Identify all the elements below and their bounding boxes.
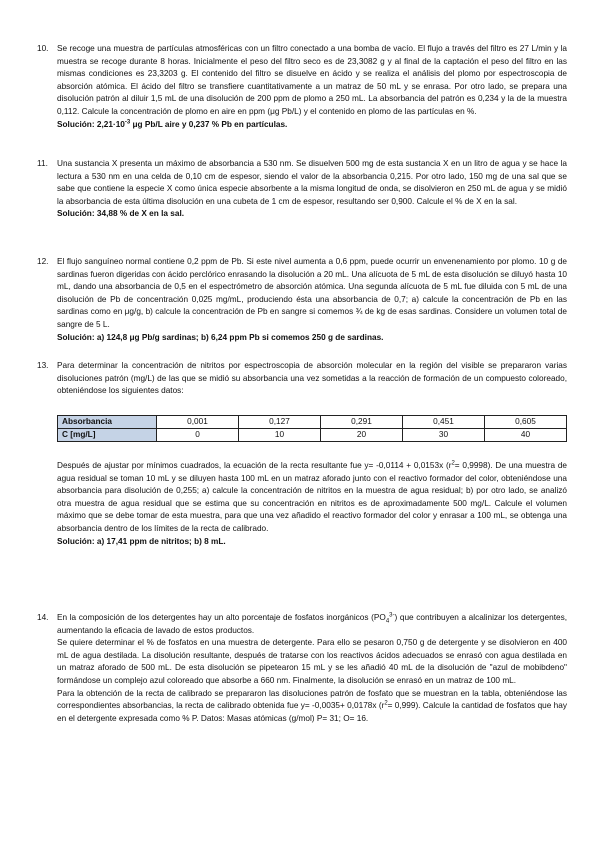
table-row [58, 429, 567, 442]
problem-number: 11. [37, 159, 48, 168]
solution-value: 2,21·10 [96, 119, 125, 129]
solution-value: 34,88 % de X en la sal. [96, 209, 185, 219]
problem-number: 12. [37, 257, 49, 266]
problem-text: Se recoge una muestra de partículas atmosféricas con un filtro conectado a una bomba de vacío. El flujo a través del filtro es 27 L/min y la muestra se recoge durante 8 horas. Inicialmente el peso del filtro seco es de 23,3082 g y al final de la captación el peso del filtro en las mismas condiciones es 23,3203 g. El contenido del filtro se disuelve en ácido y se realiza el análisis del plomo por espectroscopia de absorción atómica. El ácido del filtro se transfiere cuantitativamente a un matraz de 50 mL y se enrasa. Por otro lado, se prepara una disolución patrón al diluir 1,5 mL de una disolución de 200 ppm de plomo a 250 mL. La absorbancia del patrón es 0,234 y la de la muestra 0,112. Calcule la concentración de plomo en aire en ppm (μg Pb/L) y el contenido en plomo de las partículas en %. [57, 44, 567, 116]
problem-10 [37, 43, 567, 131]
problem-text-continued [57, 460, 567, 536]
problem-number: 10. [37, 44, 49, 53]
solution-label: Solución: [57, 332, 95, 342]
table-cell: 0,127 [239, 416, 321, 429]
problem-13 [37, 360, 567, 398]
problem-paragraph-1 [57, 612, 567, 637]
problem-text: Para determinar la concentración de nitritos por espectroscopia de absorción molecular en la región del visible se prepararon varias disoluciones patrón (mg/L) de las que se midió su absorbancia una vez sometidas a la reacción de formación de un compuesto coloreado, obteniéndose los siguientes datos: [57, 361, 567, 396]
problem-13-continued [37, 460, 567, 548]
problem-number: 13. [37, 361, 49, 370]
solution-value: a) 124,8 μg Pb/g sardinas; b) 6,24 ppm Pb si comemos 250 g de sardinas. [96, 332, 384, 342]
table-cell: 0,291 [321, 416, 403, 429]
table-cell: 0 [157, 429, 239, 442]
text-segment: Para la obtención de la recta de calibrado se prepararon las disoluciones patrón de fosfato que se muestran en la tabla, obteniéndose las correspondientes absorbancias, la recta de calibrado obtenida fue y= -0,0035+ 0,0178x (r [57, 688, 567, 711]
solution [57, 208, 567, 221]
table-cell: 40 [485, 429, 567, 442]
table-cell: 20 [321, 429, 403, 442]
solution-label: Solución: [57, 536, 95, 546]
table-cell: 30 [403, 429, 485, 442]
problem-paragraph-3 [57, 688, 567, 726]
solution-exponent: -3 [124, 118, 131, 125]
problem-12 [37, 256, 567, 344]
solution-label: Solución: [57, 119, 95, 129]
problem-14 [37, 612, 567, 725]
solution-value-rest: μg Pb/L aire y 0,237 % Pb en partículas. [130, 119, 288, 129]
phosphate-charge: 3- [389, 612, 395, 619]
problem-paragraph-2: Se quiere determinar el % de fosfatos en una muestra de detergente. Para ello se pesaron 0,750 g de detergente y se disolvieron en 400 mL de agua destilada. La disolución resultante, después de tratarse con los reactivos ácidos adecuados se enrasó con agua destilada en un matraz aforado de 500 mL. De esta disolución se pipetearon 15 mL y se les añadió 40 mL de la disolución de "azul de mobibdeno" formándose un complejo azul coloreado que absorbe a 660 nm. Finalmente, la disolución se enrasó en un matraz de 100 mL. [57, 638, 567, 685]
problem-text: Una sustancia X presenta un máximo de absorbancia a 530 nm. Se disuelven 500 mg de esta sustancia X en un litro de agua y se hace la lectura a 530 nm en una celda de 0,10 cm de espesor, siendo el valor de la absorbancia 0,215. Por otro lado, 150 mg de una sal que se sabe que contiene la especie X como única especie absorbente a la misma longitud de onda, se disolvieron en 250 mL de agua y se midió la absorbancia de esta última disolución en una cubeta de 1 cm de espesor, resultando ser 0,900. Calcule el % de X en la sal. [57, 159, 567, 206]
r-squared-exponent: 2 [451, 460, 455, 467]
table-cell: 0,605 [485, 416, 567, 429]
calibration-table [57, 415, 567, 442]
table-cell: 10 [239, 429, 321, 442]
solution-label: Solución: [57, 209, 95, 219]
text-segment: En la composición de los detergentes hay un alto porcentaje de fosfatos inorgánicos (PO [57, 613, 386, 622]
solution [57, 536, 567, 549]
problem-number: 14. [37, 613, 49, 622]
problem-11 [37, 158, 567, 221]
phosphate-subscript: 4 [385, 618, 390, 625]
table-cell: 0,001 [157, 416, 239, 429]
text-segment: Después de ajustar por mínimos cuadrados, la ecuación de la recta resultante fue y= -0,0114 + 0,0153x (r [57, 461, 452, 470]
solution [57, 332, 567, 345]
text-segment: = 0,999). Calcule la cantidad de fosfatos que hay en el detergente expresada como % P. Datos: Masas atómicas (g/mol) P= 31; O= 16. [57, 701, 567, 723]
text-segment: = 0,9998). De una muestra de agua residual se toman 10 mL y se diluyen hasta 100 mL en un matraz aforado junto con el reactivo formador del color, obteniéndose una absorbancia para disolución de 0,255; a) calcule la concentración de nitritos en la muestra de agua residual; b) por otro lado, se analizó otra muestra de agua residual que se estima que su concentración en nitritos es de aproximadamente 500 mg/L. Calcule el volumen máximo que se debe tomar de esta muestra, para que una vez añadido el reactivo formador del color y enrasar a 100 mL, se obtenga una absorbancia dentro de los límites de la recta de calibrado. [57, 461, 567, 533]
table-cell: 0,451 [403, 416, 485, 429]
r-squared-exponent: 2 [384, 700, 388, 707]
solution-value: a) 17,41 ppm de nitritos; b) 8 mL. [96, 536, 226, 546]
text-segment: ) que contribuyen a alcalinizar los detergentes, aumentando la eficacia de lavado de estos productos. [57, 613, 567, 635]
row-header-absorbance: Absorbancia [58, 416, 157, 429]
table-row [58, 416, 567, 429]
row-header-concentration: C [mg/L] [58, 429, 157, 442]
problem-text: El flujo sanguíneo normal contiene 0,2 ppm de Pb. Si este nivel aumenta a 0,6 ppm, puede ocurrir un envenenamiento por plomo. 10 g de sardinas fueron digeridas con ácido perclórico enrasando la disolución a 20 mL. Una alícuota de 5 mL de esta disolución se diluyó hasta 10 mL, dando una absorbancia de 0,5 en el espectrómetro de absorción atómica. Una segunda alícuota de 5 mL fue diluida con 5 mL de una disolución de Pb de concentración 0,025 mg/mL, produciendo ésta una absorbancia de 0,7; a) calcule la concentración de Pb en las sardinas como en μg/g, b) calcule la concentración de Pb en sangre si comemos ¾ de kg de esas sardinas. Considere un volumen total de sangre de 5 L. [57, 257, 567, 329]
solution [57, 119, 567, 132]
